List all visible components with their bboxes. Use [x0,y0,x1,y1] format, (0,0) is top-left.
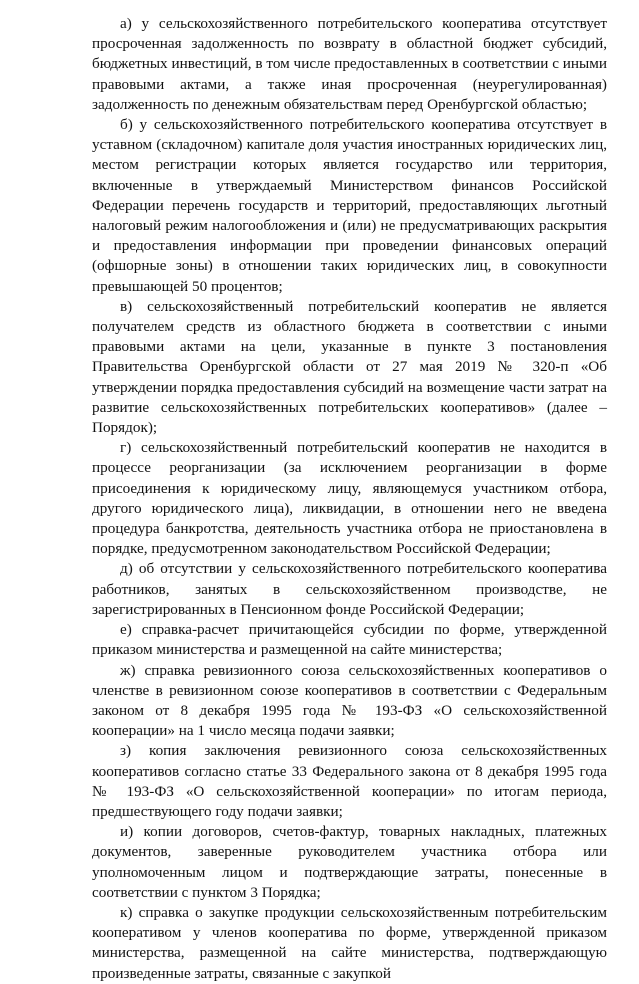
paragraph-z: з) копия заключения ревизионного союза сельскохозяйственных кооперативов согласно статье 33 Федерального закона от 8 декабря 1995 года № 193-ФЗ «О сельскохозяйственной кооперации» по итогам периода, предшествующего году подачи заявки; [92,742,607,820]
paragraph-e: е) справка-расчет причитающейся субсидии по форме, утвержденной приказом министерства и размещенной на сайте министерства; [92,621,607,659]
paragraph-v: в) сельскохозяйственный потребительский кооператив не является получателем средств из областного бюджета в соответствии с иными правовыми актами на цели, указанные в пункте 3 постановления Правительства Оренбургской области от 27 мая 2019 № 320-п «Об утверждении порядка предоставления субсидий на возмещение части затрат на развитие сельскохозяйственных потребительских кооперативов» (далее – Порядок); [92,297,607,437]
paragraph-i: и) копии договоров, счетов-фактур, товарных накладных, платежных документов, заверенные руководителем участника отбора или уполномоченным лицом и подтверждающие затраты, понесенные в соответствии с пунктом 3 Порядка; [92,823,607,901]
paragraph-d: д) об отсутствии у сельскохозяйственного потребительского кооператива работников, занятых в сельскохозяйственном производстве, не зарегистрированных в Пенсионном фонде Российской Федерации; [92,560,607,618]
paragraph-b: б) у сельскохозяйственного потребительского кооператива отсутствует в уставном (складочном) капитале доля участия иностранных юридических лиц, местом регистрации которых является государство или территория, включенные в утверждаемый Министерством финансов Российской Федерации перечень государств и территорий, предоставляющих льготный налоговый режим налогообложения и (или) не предусматривающих раскрытия и предоставления информации при проведении финансовых операций (офшорные зоны) в отношении таких юридических лиц, в совокупности превышающей 50 процентов; [92,116,607,295]
paragraph-k: к) справка о закупке продукции сельскохозяйственным потребительским кооперативом у членов кооператива по форме, утвержденной приказом министерства, размещенной на сайте министерства, подтверждающую произведенные затраты, связанные с закупкой [92,903,607,982]
paragraph-zh: ж) справка ревизионного союза сельскохозяйственных кооперативов о членстве в ревизионном союзе кооперативов в соответствии с Федеральным законом от 8 декабря 1995 года № 193-ФЗ «О сельскохозяйственной кооперации» на 1 число месяца подачи заявки; [92,661,607,740]
paragraph-a: а) у сельскохозяйственного потребительского кооператива отсутствует просроченная задолженность по возврату в областной бюджет субсидий, бюджетных инвестиций, в том числе предоставленных в соответствии с иными правовыми актами, а также иная просроченная (неурегулированная) задолженность по денежным обязательствам перед Оренбургской областью; [92,15,607,113]
paragraph-g: г) сельскохозяйственный потребительский кооператив не находится в процессе реорганизации (за исключением реорганизации в форме присоединения к юридическому лицу, являющемуся участником отбора, другого юридического лица), ликвидации, в отношении него не введена процедура банкротства, деятельность участника отбора не приостановлена в порядке, предусмотренном законодательством Российской Федерации; [92,439,607,558]
